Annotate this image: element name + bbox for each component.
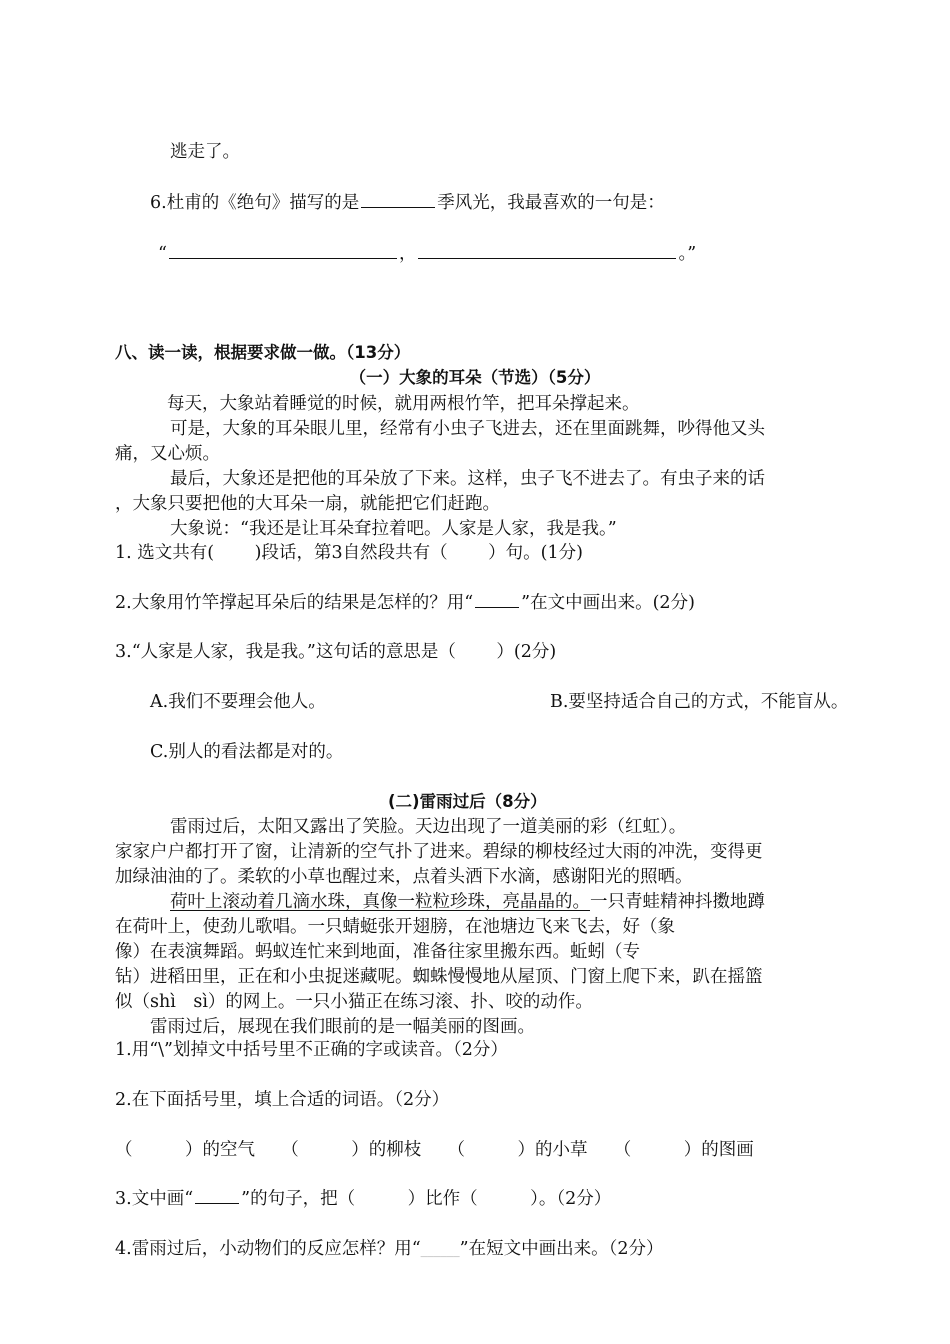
q6-open-quote: “ [158,244,167,264]
question-6 [150,191,665,215]
passage-2-line-2: 家家户户都打开了窗，让清新的空气扑了进来。碧绿的柳枝经过大雨的冲洗，变得更 [115,842,763,862]
passage-2-line-3: 加绿油油的了。柔软的小草也醒过来，点着头洒下水滴，感谢阳光的照晒。 [115,867,693,887]
p2-q3-text-a: 3.文中画“ [115,1189,194,1209]
p1-q2-text-a: 2.大象用竹竿撑起耳朵后的结果是怎样的？用“ [115,593,474,613]
q6-text-b: 季风光，我最喜欢的一句是： [437,193,665,213]
passage-2-line-4 [170,890,765,914]
passage-2-question-3 [115,1187,611,1211]
passage-1-line-1: 每天，大象站着睡觉的时候，就用两根竹竿，把耳朵撑起来。 [167,394,640,414]
passage-2-line-8: 似（shì sì）的网上。一只小猫正在练习滚、扑、咬的动作。 [115,992,593,1012]
passage-2-line-1: 雷雨过后，太阳又露出了笑脸。天边出现了一道美丽的彩（红虹）。 [170,817,687,837]
passage-2-title: (二)雷雨过后（8分） [388,792,547,811]
passage-2-line-5: 在荷叶上，使劲儿歌唱。一只蜻蜓张开翅膀，在池塘边飞来飞去，好（象 [115,917,675,937]
p2-q4-text-a: 4.雷雨过后，小动物们的反应怎样？用“ [115,1239,421,1259]
passage-1-line-3: 痛，又心烦。 [115,444,220,464]
passage-1-line-4: 最后，大象还是把他的耳朵放了下来。这样，虫子飞不进去了。有虫子来的话 [170,469,765,489]
passage-1-line-5: ，大象只要把他的大耳朵一扇，就能把它们赶跑。 [115,494,500,514]
passage-1-title: （一）大象的耳朵（节选）（5分） [349,368,601,387]
question-6-answer-line [158,242,696,266]
passage-2-question-4 [115,1237,664,1263]
passage-2-line-6: 像）在表演舞蹈。蚂蚁连忙来到地面，准备往家里搬东西。蚯蚓（专 [115,942,640,962]
passage-2-line-4-rest: 一只青蛙精神抖擞地蹲 [590,892,765,912]
passage-2-question-2: 2.在下面括号里，填上合适的词语。（2分） [115,1090,450,1110]
q6-comma: ， [398,244,417,264]
question-3-options-row [150,690,910,714]
passage-2-question-1: 1.用“\”划掉文中括号里不正确的字或读音。（2分） [115,1040,508,1060]
passage-2-line-7: 钻）进稻田里，正在和小虫捉迷藏呢。蜘蛛慢慢地从屋顶、门窗上爬下来，趴在摇篮 [115,967,763,987]
q6-close-quote: 。” [678,244,697,264]
p2-q4-blank: ______ [420,1243,460,1258]
passage-2-line-9: 雷雨过后，展现在我们眼前的是一幅美丽的图画。 [150,1017,535,1037]
passage-1-line-6: 大象说：“我还是让耳朵耷拉着吧。人家是人家，我是我。” [170,519,617,539]
option-a[interactable]: A.我们不要理会他人。 [150,692,326,712]
q6-season-blank[interactable] [361,206,435,208]
passage-1-question-1: 1. 选文共有( )段话，第3自然段共有（ ）句。(1分) [115,543,583,563]
q6-text-a: 6.杜甫的《绝句》描写的是 [150,193,360,213]
q6-line-blank-1[interactable] [169,257,397,259]
fill-in-words-row: （ ）的空气 （ ）的柳枝 （ ）的小草 （ ）的图画 [115,1140,754,1160]
p2-q3-text-b: ”的句子，把（ ）比作（ ）。（2分） [241,1189,612,1209]
p1-q2-text-b: ”在文中画出来。(2分) [521,593,695,613]
p1-q2-underline-mark [475,606,519,608]
underlined-sentence: 荷叶上滚动着几滴水珠，真像一粒粒珍珠，亮晶晶的。 [170,892,590,912]
passage-1-line-2: 可是，大象的耳朵眼儿里，经常有小虫子飞进去，还在里面跳舞，吵得他又头 [170,419,765,439]
section-8-heading: 八、读一读，根据要求做一做。（13分） [115,343,411,362]
passage-1-question-2 [115,591,695,615]
p2-q4-text-b: ”在短文中画出来。（2分） [459,1239,664,1259]
passage-1-question-3: 3.“人家是人家，我是我。”这句话的意思是（ ）(2分) [115,642,557,662]
text-escaped: 逃走了。 [170,142,240,162]
option-b[interactable]: B.要坚持适合自己的方式，不能盲从。 [550,692,849,712]
p2-q3-underline-mark [195,1202,239,1204]
option-c[interactable]: C.别人的看法都是对的。 [150,742,344,762]
q6-line-blank-2[interactable] [418,257,676,259]
